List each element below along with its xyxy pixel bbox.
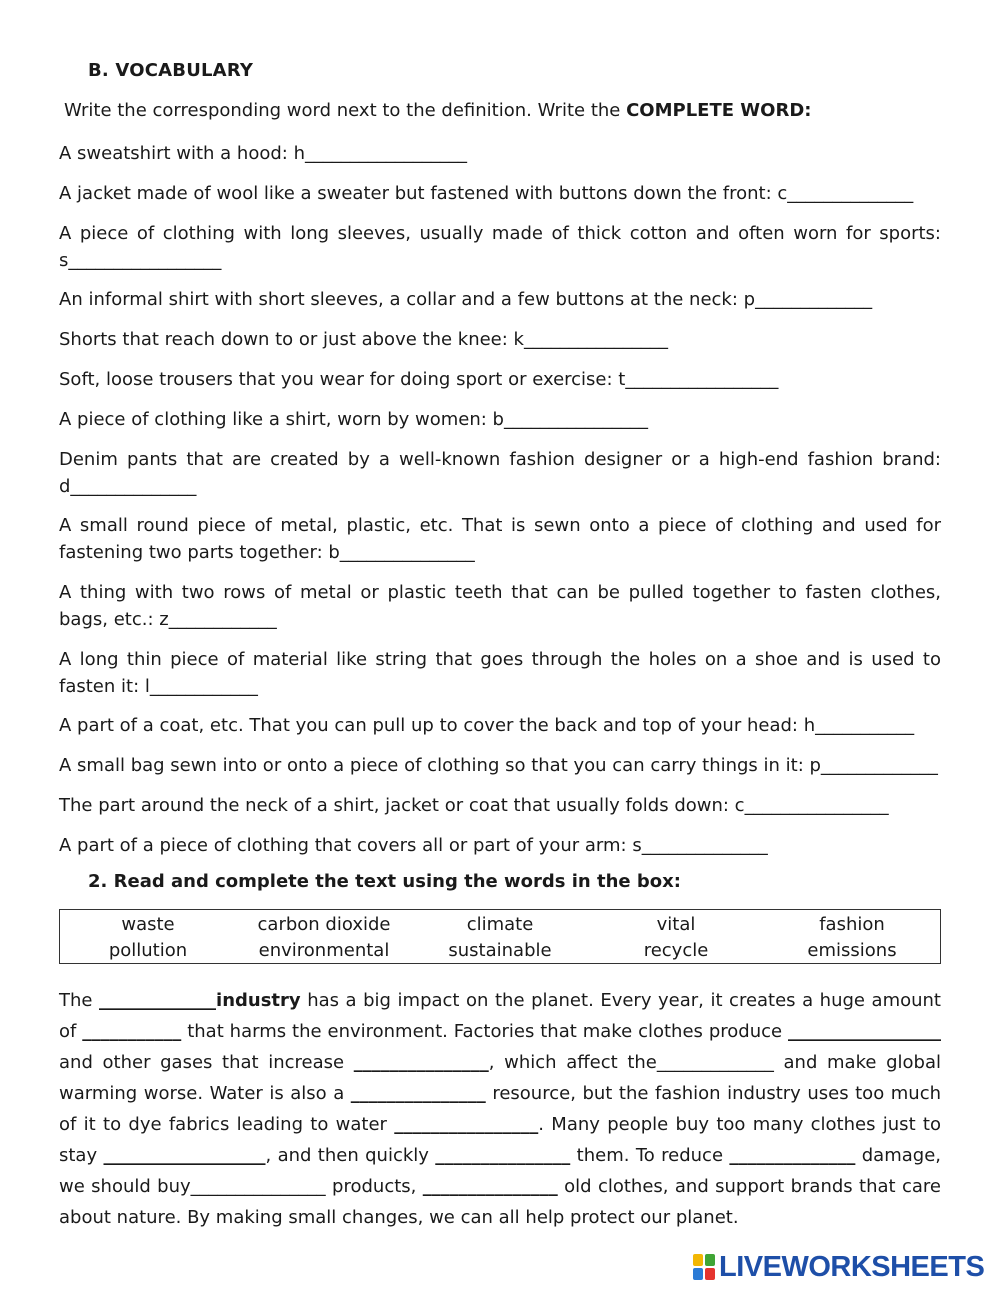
definition-item: Shorts that reach down to or just above the knee: k________________ <box>59 329 668 350</box>
logo-text: LIVEWORKSHEETS <box>719 1250 985 1283</box>
word-box-word: environmental <box>258 940 390 961</box>
definition-item: An informal shirt with short sleeves, a collar and a few buttons at the neck: p_____________ <box>59 289 873 310</box>
passage-text: . Many people buy too many clothes just to stay <box>59 1114 941 1166</box>
passage-text: , which affect the_____________ and make global warming worse. Water is also a <box>59 1052 941 1104</box>
passage-blank: ________________ <box>394 1114 539 1135</box>
definition-item: A long thin piece of material like string that goes through the holes on a shoe and is used to fasten it: l____________ <box>59 649 941 697</box>
word-box-word: climate <box>466 914 534 935</box>
word-box <box>59 909 941 964</box>
passage-text: , and then quickly <box>265 1145 436 1166</box>
passage-text: them. To reduce <box>570 1145 730 1166</box>
definition-item: A thing with two rows of metal or plastic teeth that can be pulled together to fasten clothes, bags, etc.: z____________ <box>59 582 941 630</box>
passage-blank: __________________ <box>103 1145 266 1166</box>
instruction <box>64 100 811 121</box>
instruction-text: Write the corresponding word next to the definition. Write the <box>64 100 627 121</box>
logo-blocks-icon <box>693 1254 715 1280</box>
passage-blank: ______________ <box>729 1145 856 1166</box>
definition-item: A small bag sewn into or onto a piece of clothing so that you can carry things in it: p_____________ <box>59 755 938 776</box>
word-box-word: vital <box>656 914 696 935</box>
passage-blank: ___________ <box>82 1021 182 1042</box>
definition-item: A part of a piece of clothing that covers all or part of your arm: s______________ <box>59 835 768 856</box>
instruction-bold: COMPLETE WORD: <box>626 100 812 121</box>
liveworksheets-logo <box>693 1252 984 1282</box>
definition-item: A sweatshirt with a hood: h__________________ <box>59 143 467 164</box>
passage-text: and other gases that increase <box>59 1052 354 1073</box>
definition-item: A small round piece of metal, plastic, etc. That is sewn onto a piece of clothing and used for fastening two parts together: b_______________ <box>59 515 941 563</box>
word-box-word: sustainable <box>448 940 552 961</box>
word-box-word: fashion <box>819 914 885 935</box>
definition-item: The part around the neck of a shirt, jacket or coat that usually folds down: c________________ <box>59 795 889 816</box>
passage-blank: _______________ <box>350 1083 486 1104</box>
passage-blank: _______________ <box>422 1176 558 1197</box>
fill-in-passage <box>59 985 941 1233</box>
word-box-word: recycle <box>643 940 709 961</box>
passage-text: The <box>59 990 100 1011</box>
definition-item: Soft, loose trousers that you wear for doing sport or exercise: t_________________ <box>59 369 779 390</box>
definition-item: A piece of clothing with long sleeves, usually made of thick cotton and often worn for sports: s_________________ <box>59 223 941 271</box>
definition-item: A piece of clothing like a shirt, worn by women: b________________ <box>59 409 648 430</box>
passage-text: damage, we should buy_______________ products, <box>59 1145 941 1197</box>
passage-blank: _____________industry <box>99 990 301 1011</box>
definition-item: Denim pants that are created by a well-known fashion designer or a high-end fashion brand: d______________ <box>59 449 941 497</box>
word-box-row <box>60 912 940 938</box>
passage-text: has a big impact on the planet. Every year, it creates a huge amount of <box>59 990 941 1042</box>
section-2-title: 2. Read and complete the text using the words in the box: <box>88 871 681 892</box>
word-box-word: carbon dioxide <box>257 914 391 935</box>
passage-blank: _________________ <box>788 1021 941 1042</box>
word-box-row <box>60 938 940 964</box>
passage-text: that harms the environment. Factories that make clothes produce <box>181 1021 788 1042</box>
definitions-list <box>59 140 941 859</box>
word-box-word: waste <box>121 914 175 935</box>
section-b-title: B. VOCABULARY <box>88 60 254 81</box>
definition-item: A jacket made of wool like a sweater but fastened with buttons down the front: c______________ <box>59 183 914 204</box>
passage-text: resource, but the fashion industry uses too much of it to dye fabrics leading to water <box>59 1083 941 1135</box>
passage-blank: _______________ <box>435 1145 571 1166</box>
word-box-word: emissions <box>807 940 897 961</box>
passage-text: old clothes, and support brands that care about nature. By making small changes, we can all help protect our planet. <box>59 1176 941 1228</box>
word-box-word: pollution <box>108 940 188 961</box>
definition-item: A part of a coat, etc. That you can pull up to cover the back and top of your head: h___________ <box>59 715 915 736</box>
passage-blank: _______________ <box>353 1052 489 1073</box>
